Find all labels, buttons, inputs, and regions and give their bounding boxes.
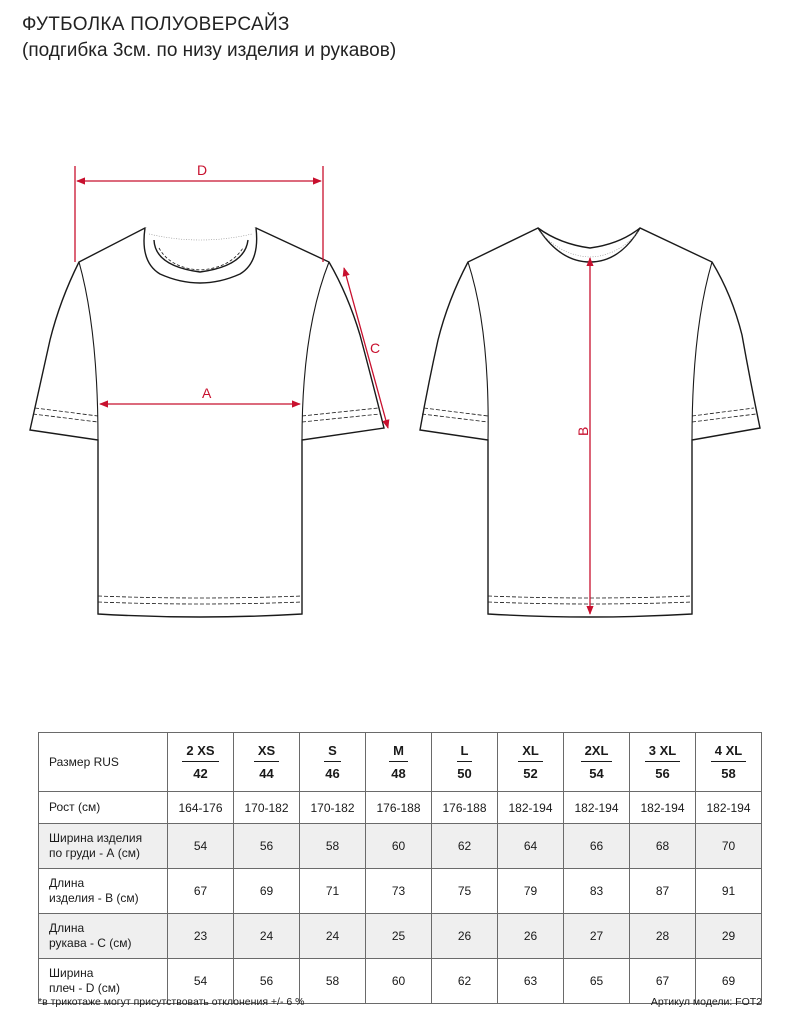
size-label: S [324,743,341,762]
size-label: L [457,743,473,762]
table-cell: 64 [498,824,564,869]
size-label: XL [518,743,543,762]
table-cell: 67 [630,959,696,1004]
table-cell: 75 [432,869,498,914]
table-cell: 70 [696,824,762,869]
footnote: *в трикотаже могут присутствовать отклонения +/- 6 % [38,996,305,1008]
table-cell: 54 [168,824,234,869]
row-label: Рост (см) [39,792,168,824]
table-cell: 24 [234,914,300,959]
size-header-label: Размер RUS [39,733,168,792]
row-label: Длина рукава - С (см) [39,914,168,959]
row-label: Ширина изделия по груди - А (см) [39,824,168,869]
measure-label-b: B [575,426,591,436]
size-label: 2XL [581,743,613,762]
size-header-cell [564,733,630,792]
size-header-cell [498,733,564,792]
size-label: XS [254,743,279,762]
table-row [39,869,762,914]
measure-label-d: D [197,162,208,178]
size-header-row [39,733,762,792]
table-cell: 54 [168,959,234,1004]
table-cell: 58 [300,959,366,1004]
table-cell: 63 [498,959,564,1004]
row-label: Длина изделия - B (см) [39,869,168,914]
measure-label-c: C [370,340,381,356]
table-row [39,824,762,869]
page-subtitle: (подгибка 3см. по низу изделия и рукавов) [22,40,397,61]
table-cell: 23 [168,914,234,959]
size-rus: 58 [721,766,736,781]
size-label: M [389,743,408,762]
table-cell: 60 [366,959,432,1004]
table-cell: 87 [630,869,696,914]
size-rus: 52 [523,766,538,781]
size-rus: 44 [259,766,274,781]
table-cell: 83 [564,869,630,914]
size-rus: 46 [325,766,340,781]
size-header-cell [630,733,696,792]
size-header-cell [432,733,498,792]
table-cell: 25 [366,914,432,959]
table-cell: 182-194 [630,792,696,824]
table-cell: 68 [630,824,696,869]
table-cell: 28 [630,914,696,959]
table-cell: 71 [300,869,366,914]
size-rus: 42 [193,766,208,781]
size-table [38,732,762,1004]
size-header-cell [696,733,762,792]
table-cell: 182-194 [498,792,564,824]
table-cell: 26 [432,914,498,959]
table-cell: 182-194 [564,792,630,824]
table-cell: 58 [300,824,366,869]
table-cell: 60 [366,824,432,869]
table-cell: 62 [432,824,498,869]
tshirt-front [30,228,384,617]
size-label: 2 XS [182,743,218,762]
table-cell: 65 [564,959,630,1004]
table-cell: 26 [498,914,564,959]
size-header-cell [234,733,300,792]
table-row [39,792,762,824]
table-cell: 56 [234,959,300,1004]
table-cell: 170-182 [234,792,300,824]
size-table-body [39,733,762,1004]
table-cell: 24 [300,914,366,959]
table-cell: 69 [234,869,300,914]
table-cell: 62 [432,959,498,1004]
size-label: 3 XL [645,743,680,762]
size-header-cell [168,733,234,792]
table-row [39,914,762,959]
table-cell: 182-194 [696,792,762,824]
table-cell: 170-182 [300,792,366,824]
page-title: ФУТБОЛКА ПОЛУОВЕРСАЙЗ [22,14,290,35]
table-cell: 69 [696,959,762,1004]
table-cell: 79 [498,869,564,914]
table-cell: 176-188 [366,792,432,824]
table-cell: 67 [168,869,234,914]
article-number: Артикул модели: FOT2 [650,996,762,1008]
size-header-cell [366,733,432,792]
row-label: Ширина плеч - D (см) [39,959,168,1004]
table-cell: 29 [696,914,762,959]
size-rus: 48 [391,766,406,781]
size-rus: 54 [589,766,604,781]
table-cell: 164-176 [168,792,234,824]
size-rus: 50 [457,766,472,781]
measure-label-a: A [202,385,212,401]
table-cell: 73 [366,869,432,914]
size-label: 4 XL [711,743,746,762]
table-cell: 66 [564,824,630,869]
size-rus: 56 [655,766,670,781]
table-cell: 27 [564,914,630,959]
table-cell: 91 [696,869,762,914]
size-header-cell [300,733,366,792]
table-cell: 56 [234,824,300,869]
table-cell: 176-188 [432,792,498,824]
